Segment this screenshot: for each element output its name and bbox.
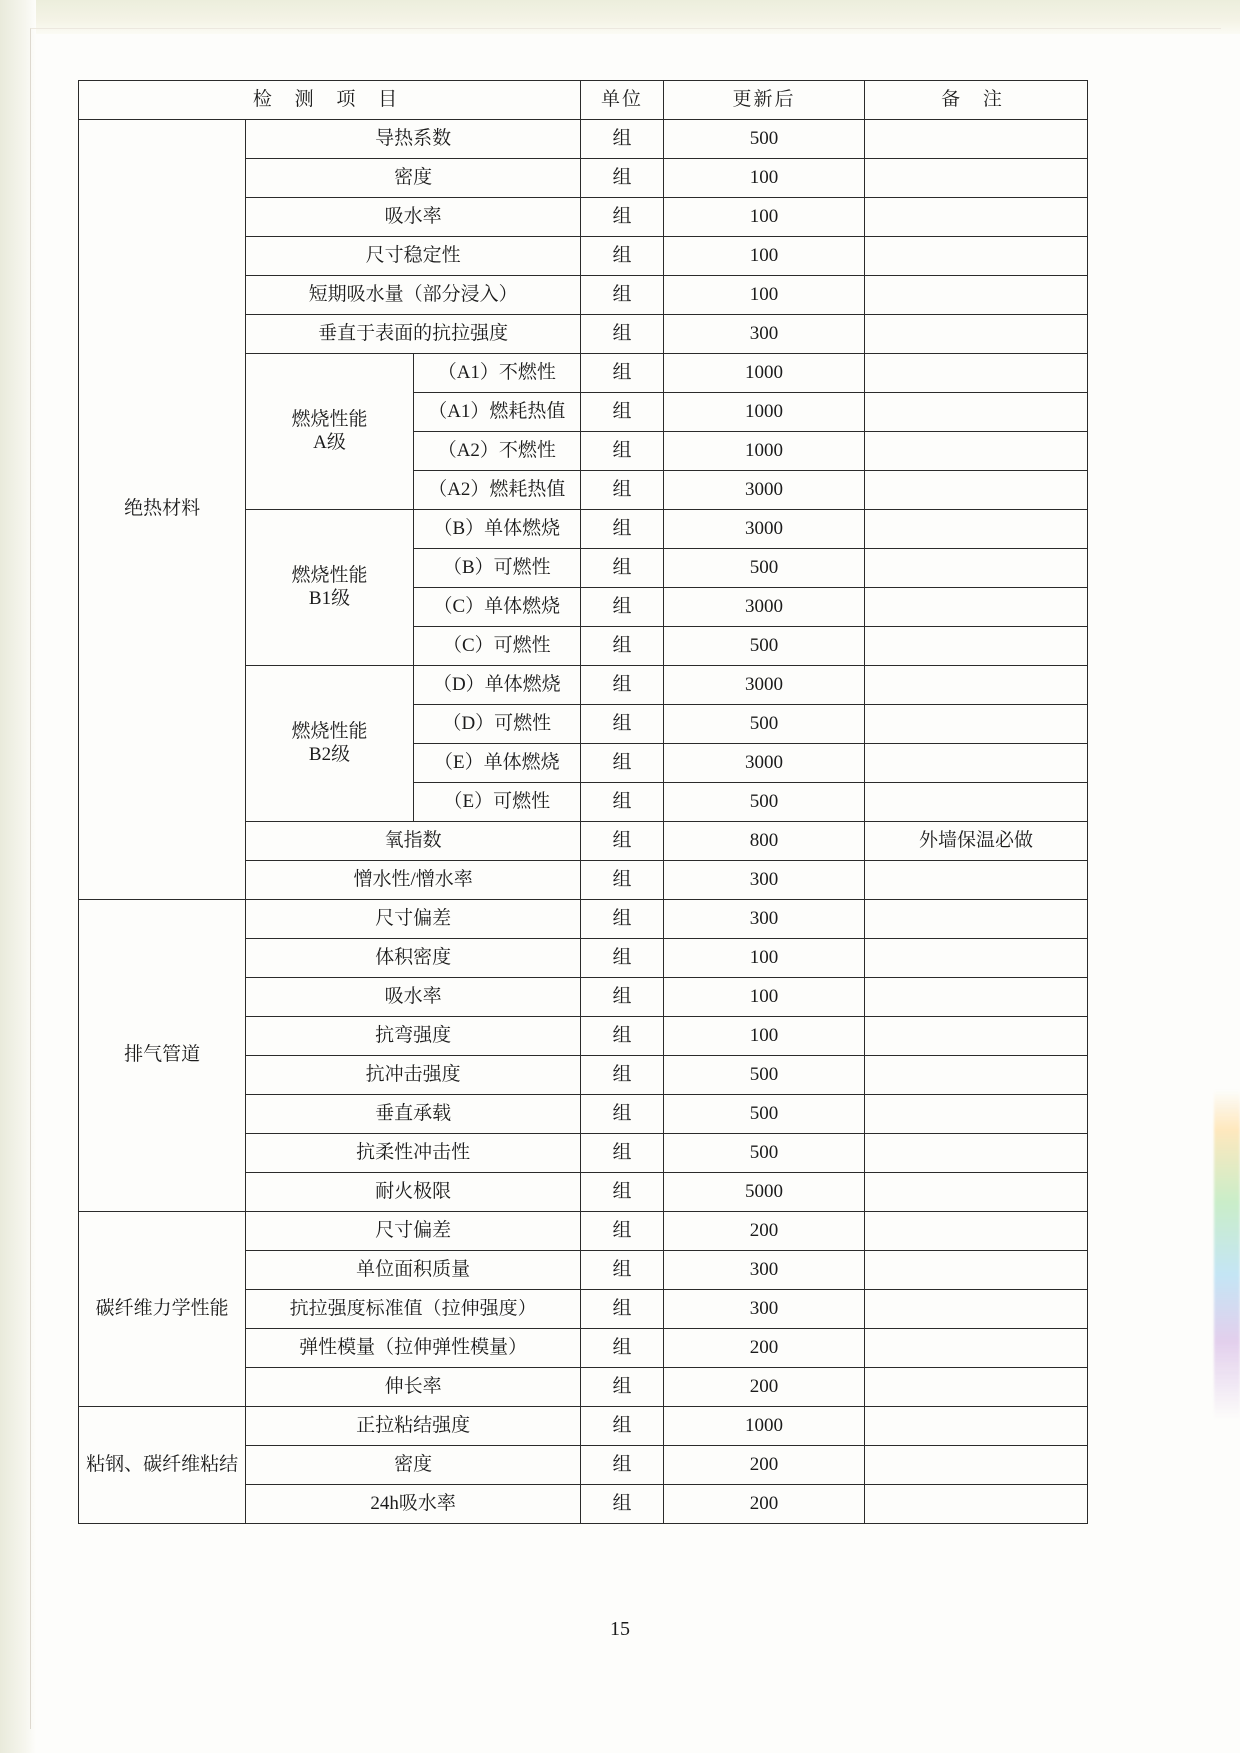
value-cell: 500 (664, 1134, 865, 1173)
unit-cell: 组 (581, 1173, 664, 1212)
unit-cell: 组 (581, 1212, 664, 1251)
unit-cell: 组 (581, 549, 664, 588)
note-cell (865, 744, 1088, 783)
note-cell (865, 1056, 1088, 1095)
note-cell (865, 588, 1088, 627)
note-cell (865, 666, 1088, 705)
subcategory-cell: 燃烧性能 A级 (246, 354, 413, 510)
value-cell: 3000 (664, 471, 865, 510)
value-cell: 1000 (664, 354, 865, 393)
unit-cell: 组 (581, 1446, 664, 1485)
unit-cell: 组 (581, 198, 664, 237)
item-cell: 耐火极限 (246, 1173, 581, 1212)
item-cell: 密度 (246, 159, 581, 198)
note-cell (865, 1134, 1088, 1173)
unit-cell: 组 (581, 900, 664, 939)
value-cell: 3000 (664, 588, 865, 627)
note-cell (865, 1407, 1088, 1446)
unit-cell: 组 (581, 627, 664, 666)
note-cell (865, 939, 1088, 978)
note-cell (865, 471, 1088, 510)
table-row (79, 1407, 1088, 1446)
item-cell: 尺寸稳定性 (246, 237, 581, 276)
scan-left-edge (0, 0, 36, 1753)
item-cell: 伸长率 (246, 1368, 581, 1407)
scan-color-fringe (1214, 1090, 1240, 1420)
item-cell: 正拉粘结强度 (246, 1407, 581, 1446)
category-cell: 碳纤维力学性能 (79, 1212, 246, 1407)
note-cell (865, 1173, 1088, 1212)
value-cell: 500 (664, 1095, 865, 1134)
note-cell (865, 900, 1088, 939)
value-cell: 100 (664, 276, 865, 315)
unit-cell: 组 (581, 939, 664, 978)
value-cell: 500 (664, 120, 865, 159)
item-cell: 垂直于表面的抗拉强度 (246, 315, 581, 354)
unit-cell: 组 (581, 978, 664, 1017)
item-cell: 憎水性/憎水率 (246, 861, 581, 900)
note-cell (865, 510, 1088, 549)
value-cell: 100 (664, 939, 865, 978)
value-cell: 300 (664, 1251, 865, 1290)
value-cell: 100 (664, 159, 865, 198)
item-cell: （C）可燃性 (413, 627, 580, 666)
unit-cell: 组 (581, 1407, 664, 1446)
page-number: 15 (610, 1618, 630, 1640)
unit-cell: 组 (581, 1368, 664, 1407)
item-cell: 吸水率 (246, 978, 581, 1017)
subcategory-cell: 燃烧性能 B1级 (246, 510, 413, 666)
value-cell: 3000 (664, 510, 865, 549)
item-cell: （B）可燃性 (413, 549, 580, 588)
unit-cell: 组 (581, 510, 664, 549)
category-cell: 排气管道 (79, 900, 246, 1212)
item-cell: （E）可燃性 (413, 783, 580, 822)
value-cell: 3000 (664, 744, 865, 783)
unit-cell: 组 (581, 1017, 664, 1056)
value-cell: 200 (664, 1485, 865, 1524)
value-cell: 800 (664, 822, 865, 861)
note-cell (865, 783, 1088, 822)
note-cell (865, 705, 1088, 744)
item-cell: （A2）燃耗热值 (413, 471, 580, 510)
table-header-row (79, 81, 1088, 120)
value-cell: 200 (664, 1329, 865, 1368)
item-cell: 抗柔性冲击性 (246, 1134, 581, 1173)
item-cell: 密度 (246, 1446, 581, 1485)
value-cell: 300 (664, 861, 865, 900)
value-cell: 500 (664, 783, 865, 822)
unit-cell: 组 (581, 588, 664, 627)
value-cell: 1000 (664, 432, 865, 471)
unit-cell: 组 (581, 1056, 664, 1095)
note-cell (865, 1212, 1088, 1251)
unit-cell: 组 (581, 315, 664, 354)
header-cell-unit: 单位 (581, 81, 664, 120)
unit-cell: 组 (581, 1290, 664, 1329)
value-cell: 200 (664, 1446, 865, 1485)
value-cell: 300 (664, 1290, 865, 1329)
item-cell: （B）单体燃烧 (413, 510, 580, 549)
note-cell (865, 198, 1088, 237)
item-cell: 氧指数 (246, 822, 581, 861)
value-cell: 100 (664, 978, 865, 1017)
value-cell: 500 (664, 1056, 865, 1095)
unit-cell: 组 (581, 1251, 664, 1290)
item-cell: 体积密度 (246, 939, 581, 978)
item-cell: 短期吸水量（部分浸入） (246, 276, 581, 315)
value-cell: 100 (664, 237, 865, 276)
item-cell: 吸水率 (246, 198, 581, 237)
item-cell: （D）单体燃烧 (413, 666, 580, 705)
note-cell (865, 237, 1088, 276)
value-cell: 500 (664, 549, 865, 588)
unit-cell: 组 (581, 120, 664, 159)
note-cell: 外墙保温必做 (865, 822, 1088, 861)
value-cell: 500 (664, 705, 865, 744)
value-cell: 1000 (664, 1407, 865, 1446)
item-cell: 尺寸偏差 (246, 900, 581, 939)
item-cell: 导热系数 (246, 120, 581, 159)
unit-cell: 组 (581, 861, 664, 900)
unit-cell: 组 (581, 1485, 664, 1524)
unit-cell: 组 (581, 705, 664, 744)
value-cell: 100 (664, 1017, 865, 1056)
note-cell (865, 393, 1088, 432)
item-cell: 单位面积质量 (246, 1251, 581, 1290)
table-row (79, 120, 1088, 159)
subcategory-cell: 燃烧性能 B2级 (246, 666, 413, 822)
unit-cell: 组 (581, 159, 664, 198)
note-cell (865, 1368, 1088, 1407)
item-cell: 弹性模量（拉伸弹性模量） (246, 1329, 581, 1368)
note-cell (865, 1017, 1088, 1056)
document-body (78, 80, 1088, 1524)
unit-cell: 组 (581, 783, 664, 822)
unit-cell: 组 (581, 1329, 664, 1368)
header-cell-item: 检 测 项 目 (79, 81, 581, 120)
unit-cell: 组 (581, 354, 664, 393)
item-cell: 垂直承载 (246, 1095, 581, 1134)
note-cell (865, 432, 1088, 471)
table-row (79, 900, 1088, 939)
item-cell: 抗拉强度标准值（拉伸强度） (246, 1290, 581, 1329)
inspection-items-table (78, 80, 1088, 1524)
value-cell: 300 (664, 315, 865, 354)
unit-cell: 组 (581, 393, 664, 432)
note-cell (865, 1251, 1088, 1290)
note-cell (865, 159, 1088, 198)
unit-cell: 组 (581, 1095, 664, 1134)
item-cell: 尺寸偏差 (246, 1212, 581, 1251)
value-cell: 100 (664, 198, 865, 237)
value-cell: 200 (664, 1368, 865, 1407)
note-cell (865, 627, 1088, 666)
category-cell: 粘钢、碳纤维粘结 (79, 1407, 246, 1524)
note-cell (865, 861, 1088, 900)
note-cell (865, 120, 1088, 159)
value-cell: 1000 (664, 393, 865, 432)
category-cell: 绝热材料 (79, 120, 246, 900)
unit-cell: 组 (581, 432, 664, 471)
value-cell: 300 (664, 900, 865, 939)
note-cell (865, 978, 1088, 1017)
item-cell: 抗弯强度 (246, 1017, 581, 1056)
value-cell: 500 (664, 627, 865, 666)
header-cell-note: 备 注 (865, 81, 1088, 120)
item-cell: （C）单体燃烧 (413, 588, 580, 627)
value-cell: 5000 (664, 1173, 865, 1212)
note-cell (865, 315, 1088, 354)
unit-cell: 组 (581, 744, 664, 783)
note-cell (865, 1290, 1088, 1329)
scan-top-band (0, 0, 1240, 34)
unit-cell: 组 (581, 666, 664, 705)
unit-cell: 组 (581, 1134, 664, 1173)
value-cell: 200 (664, 1212, 865, 1251)
item-cell: （D）可燃性 (413, 705, 580, 744)
note-cell (865, 549, 1088, 588)
unit-cell: 组 (581, 237, 664, 276)
note-cell (865, 1485, 1088, 1524)
note-cell (865, 1329, 1088, 1368)
note-cell (865, 354, 1088, 393)
value-cell: 3000 (664, 666, 865, 705)
unit-cell: 组 (581, 276, 664, 315)
table-row (79, 1212, 1088, 1251)
note-cell (865, 1446, 1088, 1485)
item-cell: （A2）不燃性 (413, 432, 580, 471)
unit-cell: 组 (581, 822, 664, 861)
unit-cell: 组 (581, 471, 664, 510)
item-cell: 24h吸水率 (246, 1485, 581, 1524)
item-cell: （E）单体燃烧 (413, 744, 580, 783)
item-cell: （A1）燃耗热值 (413, 393, 580, 432)
item-cell: 抗冲击强度 (246, 1056, 581, 1095)
header-cell-value: 更新后 (664, 81, 865, 120)
item-cell: （A1）不燃性 (413, 354, 580, 393)
note-cell (865, 1095, 1088, 1134)
note-cell (865, 276, 1088, 315)
